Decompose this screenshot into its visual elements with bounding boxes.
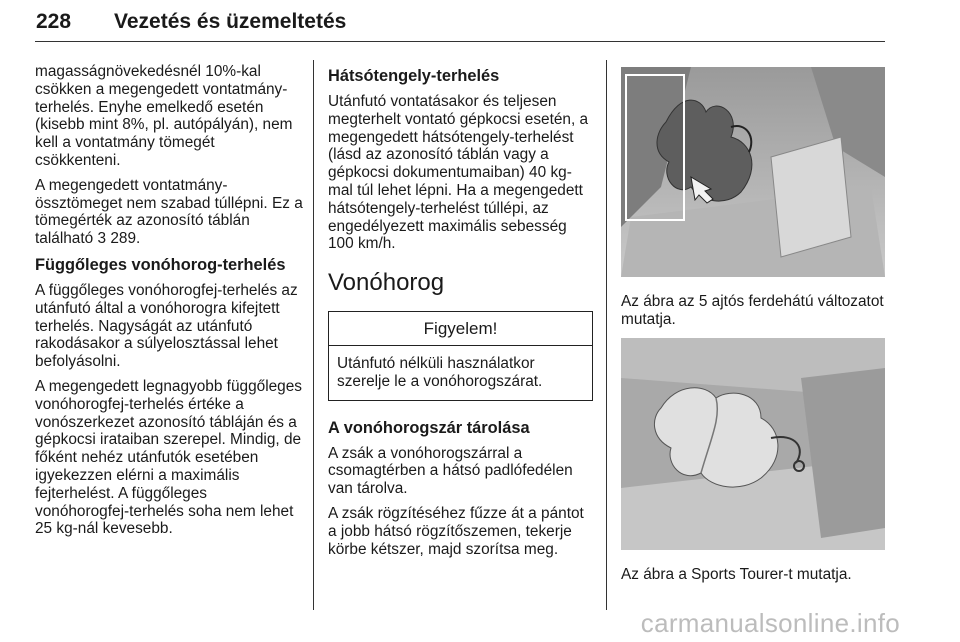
trunk-bag-illustration <box>621 338 885 550</box>
column-1 <box>35 63 303 545</box>
paragraph: A zsák rögzítéséhez fűzze át a pántot a jobb hátsó rögzítőszemen, tekerje körbe kétszer, majd szorítsa meg. <box>328 504 584 558</box>
paragraph: A zsák a vonóhorogszárral a csomagtérben a hátsó padlófedélen van tárolva. <box>328 444 573 498</box>
warning-title: Figyelem! <box>329 312 592 346</box>
column-2 <box>328 63 593 565</box>
paragraph: Utánfutó vontatásakor és teljesen megterhelt vontató gépkocsi esetén, a megengedett hátsótengely-terhelést (lásd az azonosító táblán vagy a gépkocsi dokumentumaiban) 40 kg-mal túl lehet lépni. Ha a megengedett hátsótengely-terhelést túllépi, az engedélyezett maximális sebesség 100 km/h. <box>328 93 589 253</box>
header-rule <box>35 41 885 42</box>
main-heading: Vonóhorog <box>328 269 445 297</box>
page-number: 228 <box>36 10 72 33</box>
figure-caption: Az ábra az 5 ajtós ferdehátú változatot mutatja. <box>621 293 884 328</box>
paragraph: A megengedett vontatmány-össztömeget nem szabad túllépni. Ez a tömegérték az azonosító táblán található 3 289. <box>35 176 303 248</box>
paragraph: A megengedett legnagyobb függőleges vonóhorogfej-terhelés értéke a vonószerkezet azonosító tábláján és a gépkocsi irataiban szerepel. Mindig, de főként nehéz utánfutók esetében igyekezzen elérni a maximális fejterhelést. A függőleges vonóhorogfej-terhelés soha nem lehet 25 kg-nál kevesebb. <box>35 377 302 538</box>
section-heading: Hátsótengely-terhelés <box>328 67 500 85</box>
trunk-bag-illustration <box>621 67 885 277</box>
warning-text: Utánfutó nélküli használatkor szerelje le a vonóhorogszárat. <box>337 354 543 390</box>
section-heading: A vonóhorogszár tárolása <box>328 418 530 437</box>
chapter-title: Vezetés és üzemeltetés <box>114 10 347 33</box>
paragraph: magasságnövekedésnél 10%-kal csökken a megengedett vontatmány-terhelés. Enyhe emelkedő esetén (kisebb mint 8%, pl. autópályán), nem kell a vontatmány tömegét csökkenteni. <box>35 63 293 169</box>
figure-caption: Az ábra a Sports Tourer-t mutatja. <box>621 566 852 583</box>
figure-sports-tourer-trunk <box>621 338 885 550</box>
column-divider-1 <box>313 60 314 610</box>
page-reference[interactable]: 3 289. <box>97 230 141 248</box>
figure-hatchback-trunk <box>621 67 885 277</box>
section-heading: Függőleges vonóhorog-terhelés <box>35 255 286 274</box>
paragraph: A függőleges vonóhorogfej-terhelés az utánfutó által a vonóhorogra kifejtett terhelés. Nagyságát az utánfutó rakodásakor a súlyelosztással lehet befolyásolni. <box>35 281 298 371</box>
warning-box <box>328 311 593 400</box>
column-divider-2 <box>606 60 607 610</box>
watermark: carmanualsonline.info <box>640 608 900 638</box>
